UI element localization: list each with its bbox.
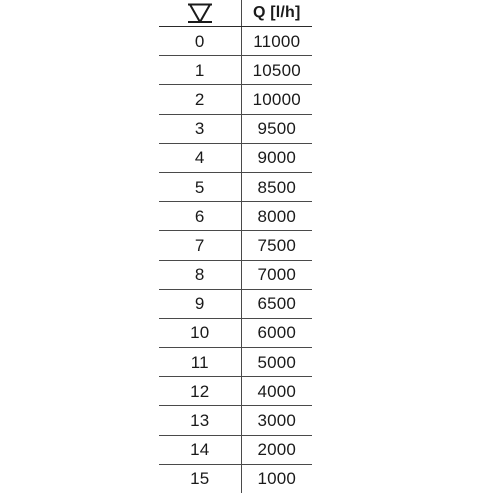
level-cell: 14 bbox=[159, 435, 241, 464]
level-cell: 6 bbox=[159, 202, 241, 231]
table-row bbox=[159, 406, 312, 435]
flow-cell: 8500 bbox=[241, 172, 312, 201]
table-header-row bbox=[159, 0, 312, 27]
table-row bbox=[159, 143, 312, 172]
level-cell: 0 bbox=[159, 27, 241, 56]
flow-cell: 4000 bbox=[241, 377, 312, 406]
flow-cell: 9000 bbox=[241, 143, 312, 172]
flow-cell: 11000 bbox=[241, 27, 312, 56]
flow-cell: 6500 bbox=[241, 289, 312, 318]
table-row bbox=[159, 231, 312, 260]
table-row bbox=[159, 318, 312, 347]
table-body bbox=[159, 27, 312, 493]
table-row bbox=[159, 202, 312, 231]
flow-cell: 8000 bbox=[241, 202, 312, 231]
flow-cell: 7000 bbox=[241, 260, 312, 289]
flow-cell: 10500 bbox=[241, 56, 312, 85]
table-row bbox=[159, 172, 312, 201]
table-row bbox=[159, 377, 312, 406]
table-row bbox=[159, 435, 312, 464]
flow-cell: 6000 bbox=[241, 318, 312, 347]
level-cell: 15 bbox=[159, 464, 241, 493]
table-row bbox=[159, 27, 312, 56]
level-cell: 5 bbox=[159, 172, 241, 201]
flow-cell: 9500 bbox=[241, 114, 312, 143]
flow-column-header: Q [l/h] bbox=[241, 0, 312, 27]
flow-cell: 5000 bbox=[241, 348, 312, 377]
table-row bbox=[159, 464, 312, 493]
level-cell: 10 bbox=[159, 318, 241, 347]
flow-table bbox=[159, 0, 312, 493]
flow-cell: 2000 bbox=[241, 435, 312, 464]
level-column-header bbox=[159, 0, 241, 27]
flow-cell: 1000 bbox=[241, 464, 312, 493]
flow-cell: 7500 bbox=[241, 231, 312, 260]
level-cell: 11 bbox=[159, 348, 241, 377]
level-cell: 3 bbox=[159, 114, 241, 143]
table-row bbox=[159, 289, 312, 318]
table-row bbox=[159, 348, 312, 377]
flow-table-container bbox=[159, 0, 312, 493]
table-row bbox=[159, 85, 312, 114]
level-cell: 4 bbox=[159, 143, 241, 172]
level-cell: 2 bbox=[159, 85, 241, 114]
table-row bbox=[159, 114, 312, 143]
table-row bbox=[159, 56, 312, 85]
level-cell: 7 bbox=[159, 231, 241, 260]
level-cell: 1 bbox=[159, 56, 241, 85]
level-cell: 13 bbox=[159, 406, 241, 435]
flow-cell: 3000 bbox=[241, 406, 312, 435]
level-cell: 8 bbox=[159, 260, 241, 289]
level-triangle-icon bbox=[185, 2, 215, 24]
level-cell: 12 bbox=[159, 377, 241, 406]
level-cell: 9 bbox=[159, 289, 241, 318]
table-row bbox=[159, 260, 312, 289]
flow-cell: 10000 bbox=[241, 85, 312, 114]
